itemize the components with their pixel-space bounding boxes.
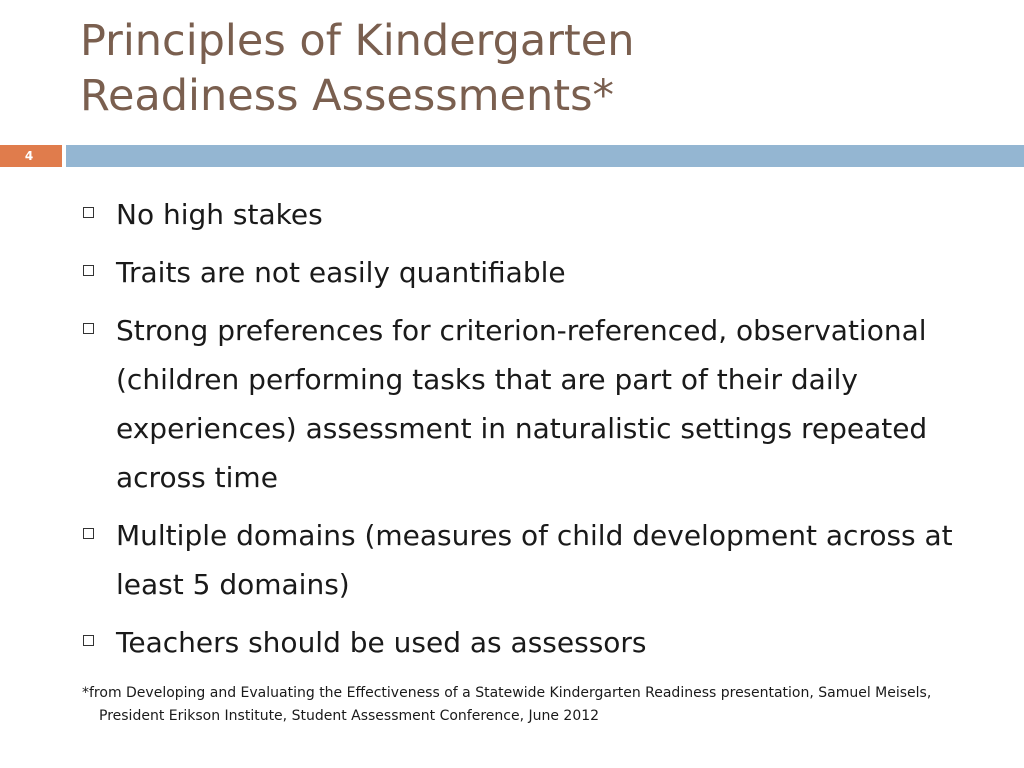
slide-title [80,14,980,124]
bullet-item [82,190,982,239]
title-divider-bar [66,145,1024,167]
hollow-square-bullet-icon [83,323,94,334]
hollow-square-bullet-icon [83,528,94,539]
slide-number: 4 [24,149,34,163]
hollow-square-bullet-icon [83,207,94,218]
bullet-item [82,511,982,609]
slide-title-line-2: Readiness Assessments* [80,71,615,121]
footnote-citation: *from Developing and Evaluating the Effectiveness of a Statewide Kindergarten Readiness presentation, Samuel Meisels, President Erikson Institute, Student Assessment Conference, June 2012 [82,685,932,724]
bullet-text: Strong preferences for criterion-referenced, observational (children performing tasks that are part of their daily experiences) assessment in naturalistic settings repeated across time [116,314,928,494]
hollow-square-bullet-icon [83,635,94,646]
bullet-text: Multiple domains (measures of child development across at least 5 domains) [116,519,953,601]
bullet-list [82,190,982,676]
bullet-item [82,618,982,667]
bullet-text: Teachers should be used as assessors [116,626,647,659]
bullet-text: Traits are not easily quantifiable [116,256,566,289]
bullet-text: No high stakes [116,198,323,231]
hollow-square-bullet-icon [83,265,94,276]
slide-title-line-1: Principles of Kindergarten [80,16,635,66]
bullet-item [82,306,982,502]
bullet-item [82,248,982,297]
